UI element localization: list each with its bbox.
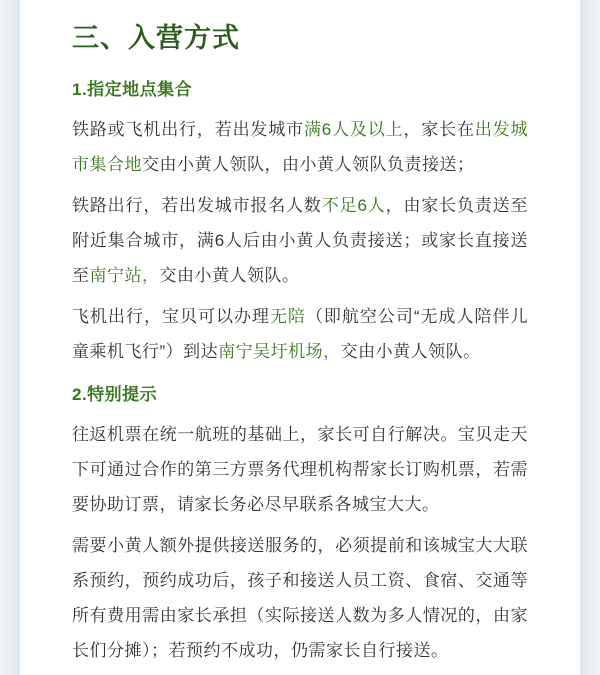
- body-text: ，家长在: [403, 120, 475, 139]
- body-text: （即航空公司“无成人陪伴儿童乘机飞行”）到达: [72, 307, 529, 361]
- link-punctuation: ，: [323, 342, 341, 361]
- highlight-text: 南宁站: [89, 266, 142, 285]
- paragraph: [72, 299, 528, 369]
- highlight-text: 满6人及以上: [303, 120, 404, 139]
- paragraph: [72, 112, 528, 182]
- body-text: ，由家长负责送至附近集合城市，满6人后由小黄人负责接送；或家长直接送至: [72, 196, 528, 285]
- page-title: 三、入营方式: [72, 23, 240, 53]
- highlight-text: 不足6人: [321, 196, 386, 215]
- article-body: [72, 78, 528, 668]
- body-text: 铁路出行，若出发城市报名人数: [72, 196, 322, 215]
- body-text: 往返机票在统一航班的基础上，家长可自行解决。宝贝走天下可通过合作的第三方票务代理机构帮家长订购机票，若需要协助订票，请家长务必尽早联系各城宝大大。: [72, 425, 528, 514]
- highlight-text: 无陪: [269, 307, 306, 326]
- body-text: 铁路或飞机出行，若出发城市: [72, 120, 304, 139]
- section-heading: 2.特别提示: [72, 385, 158, 404]
- body-text: 交由小黄人领队。: [159, 266, 300, 285]
- body-text: 交由小黄人领队，由小黄人领队负责接送；: [142, 155, 475, 174]
- body-text: 飞机出行，宝贝可以办理: [72, 307, 270, 326]
- highlight-text: 出发城市集合地: [72, 120, 529, 174]
- article-card: [20, 0, 580, 675]
- paragraph: [72, 528, 528, 668]
- body-text: 需要小黄人额外提供接送服务的，必须提前和该城宝大大联系预约，预约成功后，孩子和接送人员工资、食宿、交通等所有费用需由家长承担（实际接送人数为多人情况的，由家长们分摊）；若预约不成功，仍需家长自行接送。: [72, 536, 528, 660]
- section-heading: 1.指定地点集合: [72, 80, 193, 99]
- link-punctuation: ，: [142, 266, 160, 285]
- body-text: 交由小黄人领队。: [340, 342, 481, 361]
- highlight-text: 南宁吴圩机场: [218, 342, 324, 361]
- paragraph: [72, 417, 528, 522]
- paragraph: [72, 188, 528, 293]
